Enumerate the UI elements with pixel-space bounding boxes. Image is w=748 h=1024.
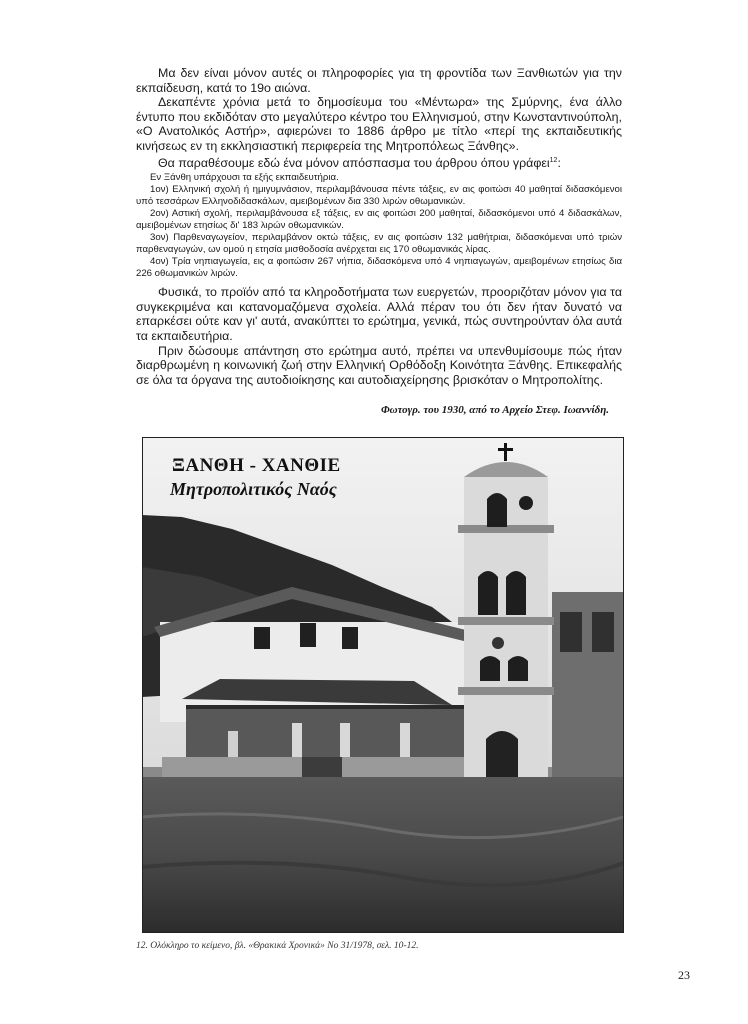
photo-caption: Φωτογρ. του 1930, από το Αρχείο Στεφ. Ιωαννίδη. [380, 404, 610, 416]
paragraph-3-text: Θα παραθέσουμε εδώ ένα μόνον απόσπασμα του άρθρου όπου γράφει [158, 155, 550, 170]
quote-item-3: 3ον) Παρθεναγωγείον, περιλαμβάνον οκτώ τάξεις, εν αις φοιτώσιν 132 μαθήτριαι, διδασκόμεναι υπό τριών παρθεναγωγών, ων ομού η ετησία μισθοδοσία ανέρχεται εις 170 οθωμανικάς λίρας. [136, 232, 622, 256]
photo-subtitle: Μητροπολιτικός Ναός [170, 479, 337, 499]
page-number: 23 [678, 968, 690, 982]
quote-item-1: 1ον) Ελληνική σχολή ή ημιγυμνάσιον, περιλαμβάνουσα πέντε τάξεις, εν αις φοιτώσι 40 μαθηταί διδασκόμενοι υπό τεσσάρων Ελληνοδιδασκάλων, αμειβομένων δια 330 λιρών οθωμανικών. [136, 184, 622, 208]
quote-item-4: 4ον) Τρία νηπιαγωγεία, εις α φοιτώσιν 267 νήπια, διδασκόμενα υπό 4 νηπιαγωγών, αμειβομένων ετησίως δια 226 οθωμανικών λιρών. [136, 256, 622, 280]
photo-title: ΞΑΝΘΗ - ΧΑΝΘΙΕ [172, 455, 341, 476]
paragraph-4: Φυσικά, το προϊόν από τα κληροδοτήματα των ευεργετών, προοριζόταν μόνον για τα συγκεκριμένα και κατανομαζόμενα σχολεία. Αλλά πέραν του ότι δεν ήταν δυνατό να επαρκέσει ούτε καν γι' αυτά, ανακύπτει το ερώτημα, γενικά, πώς συντηρούνταν όλα αυτά τα εκπαιδευτήρια. [136, 285, 622, 344]
footnote-reference: 12 [549, 156, 558, 164]
paragraph-3: Θα παραθέσουμε εδώ ένα μόνον απόσπασμα του άρθρου όπου γράφει$^{12}$: [158, 155, 561, 170]
paragraph-5: Πριν δώσουμε απάντηση στο ερώτημα αυτό, πρέπει να υπενθυμίσουμε πώς ήταν διαρθρωμένη η κοινωνική ζωή στην Ελληνική Ορθόδοξη Κοινότητα Ξάνθης. Επικεφαλής σε όλα τα όργανα της αυτοδιοίκησης και αυτοδιαχείρησης βρισκόταν ο Μητροπολίτης. [136, 343, 622, 387]
cathedral-photo [142, 437, 624, 933]
paragraph-1: Μα δεν είναι μόνον αυτές οι πληροφορίες για τη φροντίδα των Ξανθιωτών για την εκπαίδευση, κατά το 19ο αιώνα. [136, 66, 622, 95]
footnote: 12. Ολόκληρο το κείμενο, βλ. «Θρακικά Χρονικά» Νο 31/1978, σελ. 10-12. [136, 941, 419, 951]
paragraph-2: Δεκαπέντε χρόνια μετά το δημοσίευμα του «Μέντωρα» της Σμύρνης, ένα άλλο έντυπο που εκδιδόταν στο μεγαλύτερο κέντρο του Ελληνισμού, στην Κωνσταντινούπολη, «Ο Ανατολικός Αστήρ», αφιερώνει το 1886 άρθρο με τίτλο «περί της εκπαιδευτικής κινήσεως εν τη εκκλησιαστική περιφερεία της Μητροπόλεως Ξάνθης». [136, 95, 622, 153]
cathedral-photo-drawing [142, 437, 624, 933]
body-text [136, 66, 622, 387]
quote-intro: Εν Ξάνθη υπάρχουσι τα εξής εκπαιδευτήρια. [150, 172, 339, 184]
quote-item-2: 2ον) Αστική σχολή, περιλαμβάνουσα εξ τάξεις, εν αις φοιτώσι 200 μαθηταί, διδασκόμενοι υπό 4 διδασκάλων, αμειβομένων ετησίως δι' 183 λιρών οθωμανικών. [136, 208, 622, 232]
